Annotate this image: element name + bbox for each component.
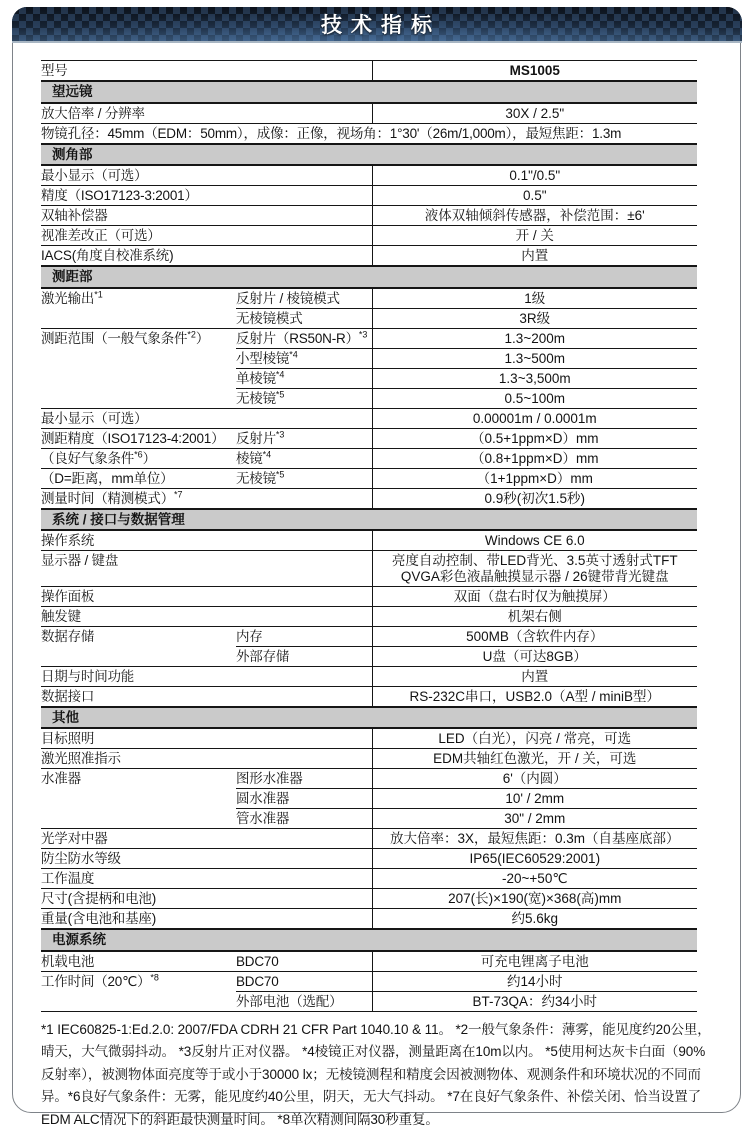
section-header-row	[41, 509, 697, 531]
spec-label: IACS(角度自校准系统)	[41, 246, 372, 267]
table-row	[41, 226, 697, 246]
spec-sublabel: 圆水准器	[236, 789, 372, 809]
spec-value: 500MB（含软件内存）	[372, 626, 697, 646]
section-header-row	[41, 144, 697, 166]
spec-label: 目标照明	[41, 728, 372, 749]
spec-label: 操作系统	[41, 530, 372, 551]
spec-value: 30" / 2mm	[372, 809, 697, 829]
section-header-row	[41, 707, 697, 729]
spec-table	[41, 60, 697, 1012]
spec-value: BT-73QA：约34小时	[372, 991, 697, 1011]
spec-sublabel: 外部电池（选配）	[236, 991, 372, 1011]
spec-value: 0.5~100m	[372, 388, 697, 408]
spec-label: 最小显示（可选）	[41, 408, 372, 428]
table-row	[41, 769, 697, 789]
spec-sublabel: 反射片$(RS50N-R)^{*3}$	[236, 328, 372, 348]
page-title: 技术指标	[312, 9, 441, 39]
spec-value: 亮度自动控制、带LED背光、3.5英寸透射式TFT QVGA彩色液晶触摸显示器 / 26键带背光键盘	[372, 551, 697, 587]
spec-label: 双轴补偿器	[41, 206, 372, 226]
spec-sublabel: 反射片$^{*3}$	[236, 428, 372, 448]
spec-sublabel: 图形水准器	[236, 769, 372, 789]
spec-value: 1.3~500m	[372, 348, 697, 368]
spec-value: 0.9秒(初次1.5秒)	[372, 488, 697, 509]
spec-label: 数据存储	[41, 626, 236, 666]
spec-value: U盘（可达8GB）	[372, 646, 697, 666]
section-label: 测角部	[41, 144, 697, 166]
spec-value: Windows CE 6.0	[372, 530, 697, 551]
spec-value: 1级	[372, 288, 697, 309]
spec-label: 测量时间（精测模式）$^{*7}$	[41, 488, 372, 509]
spec-value: -20~+50℃	[372, 869, 697, 889]
table-row	[41, 749, 697, 769]
table-row	[41, 586, 697, 606]
spec-label: 日期与时间功能	[41, 666, 372, 686]
spec-value: （0.8+1ppm×D）mm	[372, 448, 697, 468]
table-row	[41, 951, 697, 972]
spec-label: 防尘防水等级	[41, 849, 372, 869]
spec-full-text: 物镜孔径：45mm（EDM：50mm），成像：正像，视场角：1°30'（26m/1,000m），最短焦距：1.3m	[41, 123, 697, 144]
spec-value: 放大倍率：3X，最短焦距：0.3m（自基座底部）	[372, 829, 697, 849]
spec-value: 可充电锂离子电池	[372, 951, 697, 972]
spec-label: 工作温度	[41, 869, 372, 889]
table-row	[41, 61, 697, 82]
spec-value: 0.1"/0.5"	[372, 165, 697, 186]
spec-value: MS1005	[372, 61, 697, 82]
table-row	[41, 468, 697, 488]
section-label: 系统 / 接口与数据管理	[41, 509, 697, 531]
spec-label: 精度（ISO17123-3:2001）	[41, 186, 372, 206]
table-row	[41, 206, 697, 226]
table-row	[41, 909, 697, 930]
table-row	[41, 666, 697, 686]
section-header-row	[41, 81, 697, 103]
spec-table-body	[41, 61, 697, 1012]
spec-sublabel: BDC70	[236, 971, 372, 991]
spec-value: RS-232C串口，USB2.0（A型 / miniB型）	[372, 686, 697, 707]
spec-value: 10' / 2mm	[372, 789, 697, 809]
table-row	[41, 448, 697, 468]
table-row	[41, 165, 697, 186]
spec-label: 视准差改正（可选）	[41, 226, 372, 246]
spec-label: 测距精度（ISO17123-4:2001）	[41, 428, 236, 448]
section-header-row	[41, 929, 697, 951]
spec-value: 液体双轴倾斜传感器，补偿范围：±6'	[372, 206, 697, 226]
spec-value: 内置	[372, 246, 697, 267]
spec-label: 重量(含电池和基座)	[41, 909, 372, 930]
spec-value: 207(长)×190(宽)×368(高)mm	[372, 889, 697, 909]
title-banner	[12, 7, 742, 43]
spec-label: （D=距离，mm单位）	[41, 468, 236, 488]
table-row	[41, 626, 697, 646]
spec-value: 3R级	[372, 308, 697, 328]
spec-sublabel: 单棱镜$^{*4}$	[236, 368, 372, 388]
spec-value: 双面（盘右时仅为触摸屏）	[372, 586, 697, 606]
table-row	[41, 328, 697, 348]
spec-value: 0.5"	[372, 186, 697, 206]
table-row	[41, 971, 697, 991]
table-row	[41, 530, 697, 551]
spec-label: 光学对中器	[41, 829, 372, 849]
spec-value: 1.3~3,500m	[372, 368, 697, 388]
spec-value: EDM共轴红色激光，开 / 关，可选	[372, 749, 697, 769]
spec-label: 显示器 / 键盘	[41, 551, 372, 587]
spec-label: 放大倍率 / 分辨率	[41, 103, 372, 124]
spec-value: 开 / 关	[372, 226, 697, 246]
spec-sheet-page	[12, 7, 741, 1113]
spec-label: 最小显示（可选）	[41, 165, 372, 186]
spec-label: 操作面板	[41, 586, 372, 606]
spec-sublabel: 无棱镜$^{*5}$	[236, 388, 372, 408]
spec-sublabel: 管水准器	[236, 809, 372, 829]
spec-value: IP65(IEC60529:2001)	[372, 849, 697, 869]
spec-value: 6'（内圆）	[372, 769, 697, 789]
spec-label: 水准器	[41, 769, 236, 829]
spec-sublabel: 棱镜$^{*4}$	[236, 448, 372, 468]
spec-sublabel: 无棱镜模式	[236, 308, 372, 328]
footnotes-text: *1 IEC60825-1:Ed.2.0: 2007/FDA CDRH 21 CFR Part 1040.10 & 11。 *2一般气象条件：薄雾，能见度约20公里，晴天，大气微弱抖动。 *3反射片正对仪器。 *4棱镜正对仪器，测量距离在10m以内。 *5使用柯达灰卡白面（90%反射率），被测物体面亮度等于或小于30000 lx；无棱镜测程和精度会因被测物体、观测条件和环境状况的不同而异。*6良好气象条件：无雾，能见度约40公里，阴天，无大气抖动。 *7在良好气象条件、补偿关闭、恰当设置了EDM ALC情况下的斜距最快测量时间。 *8单次精测间隔30秒重复。	[41, 1019, 713, 1131]
spec-sublabel: 反射片 / 棱镜模式	[236, 288, 372, 309]
spec-value: 约5.6kg	[372, 909, 697, 930]
table-row	[41, 686, 697, 707]
spec-label: 数据接口	[41, 686, 372, 707]
spec-label: 型号	[41, 61, 372, 82]
table-row	[41, 288, 697, 309]
spec-value: LED（白光），闪亮 / 常亮，可选	[372, 728, 697, 749]
spec-label: 机载电池	[41, 951, 236, 972]
table-row	[41, 103, 697, 124]
spec-label: 尺寸(含提柄和电池)	[41, 889, 372, 909]
spec-label: 工作时间（20℃）$^{*8}$	[41, 971, 236, 1011]
spec-sublabel: 小型棱镜$^{*4}$	[236, 348, 372, 368]
spec-value: 机架右侧	[372, 606, 697, 626]
table-row	[41, 849, 697, 869]
table-row	[41, 488, 697, 509]
table-row	[41, 889, 697, 909]
table-row	[41, 123, 697, 144]
spec-label: 激光输出$^{*1}$	[41, 288, 236, 329]
spec-label: （良好气象条件$^{*6}$）	[41, 448, 236, 468]
spec-label: 激光照准指示	[41, 749, 372, 769]
spec-label: 测距范围（一般气象条件$^{*2}$）	[41, 328, 236, 408]
spec-sublabel: 外部存储	[236, 646, 372, 666]
spec-label: 触发键	[41, 606, 372, 626]
spec-value: 0.00001m / 0.0001m	[372, 408, 697, 428]
spec-sublabel: BDC70	[236, 951, 372, 972]
table-row	[41, 728, 697, 749]
spec-value: 内置	[372, 666, 697, 686]
section-header-row	[41, 266, 697, 288]
section-label: 其他	[41, 707, 697, 729]
table-row	[41, 246, 697, 267]
section-label: 测距部	[41, 266, 697, 288]
spec-value: 约14小时	[372, 971, 697, 991]
table-row	[41, 408, 697, 428]
spec-sublabel: 无棱镜$^{*5}$	[236, 468, 372, 488]
table-row	[41, 186, 697, 206]
table-row	[41, 869, 697, 889]
spec-value: （0.5+1ppm×D）mm	[372, 428, 697, 448]
table-row	[41, 428, 697, 448]
section-label: 望远镜	[41, 81, 697, 103]
table-row	[41, 829, 697, 849]
spec-value: 30X / 2.5"	[372, 103, 697, 124]
section-label: 电源系统	[41, 929, 697, 951]
spec-sublabel: 内存	[236, 626, 372, 646]
spec-value: 1.3~200m	[372, 328, 697, 348]
spec-value: （1+1ppm×D）mm	[372, 468, 697, 488]
table-row	[41, 551, 697, 587]
table-row	[41, 606, 697, 626]
